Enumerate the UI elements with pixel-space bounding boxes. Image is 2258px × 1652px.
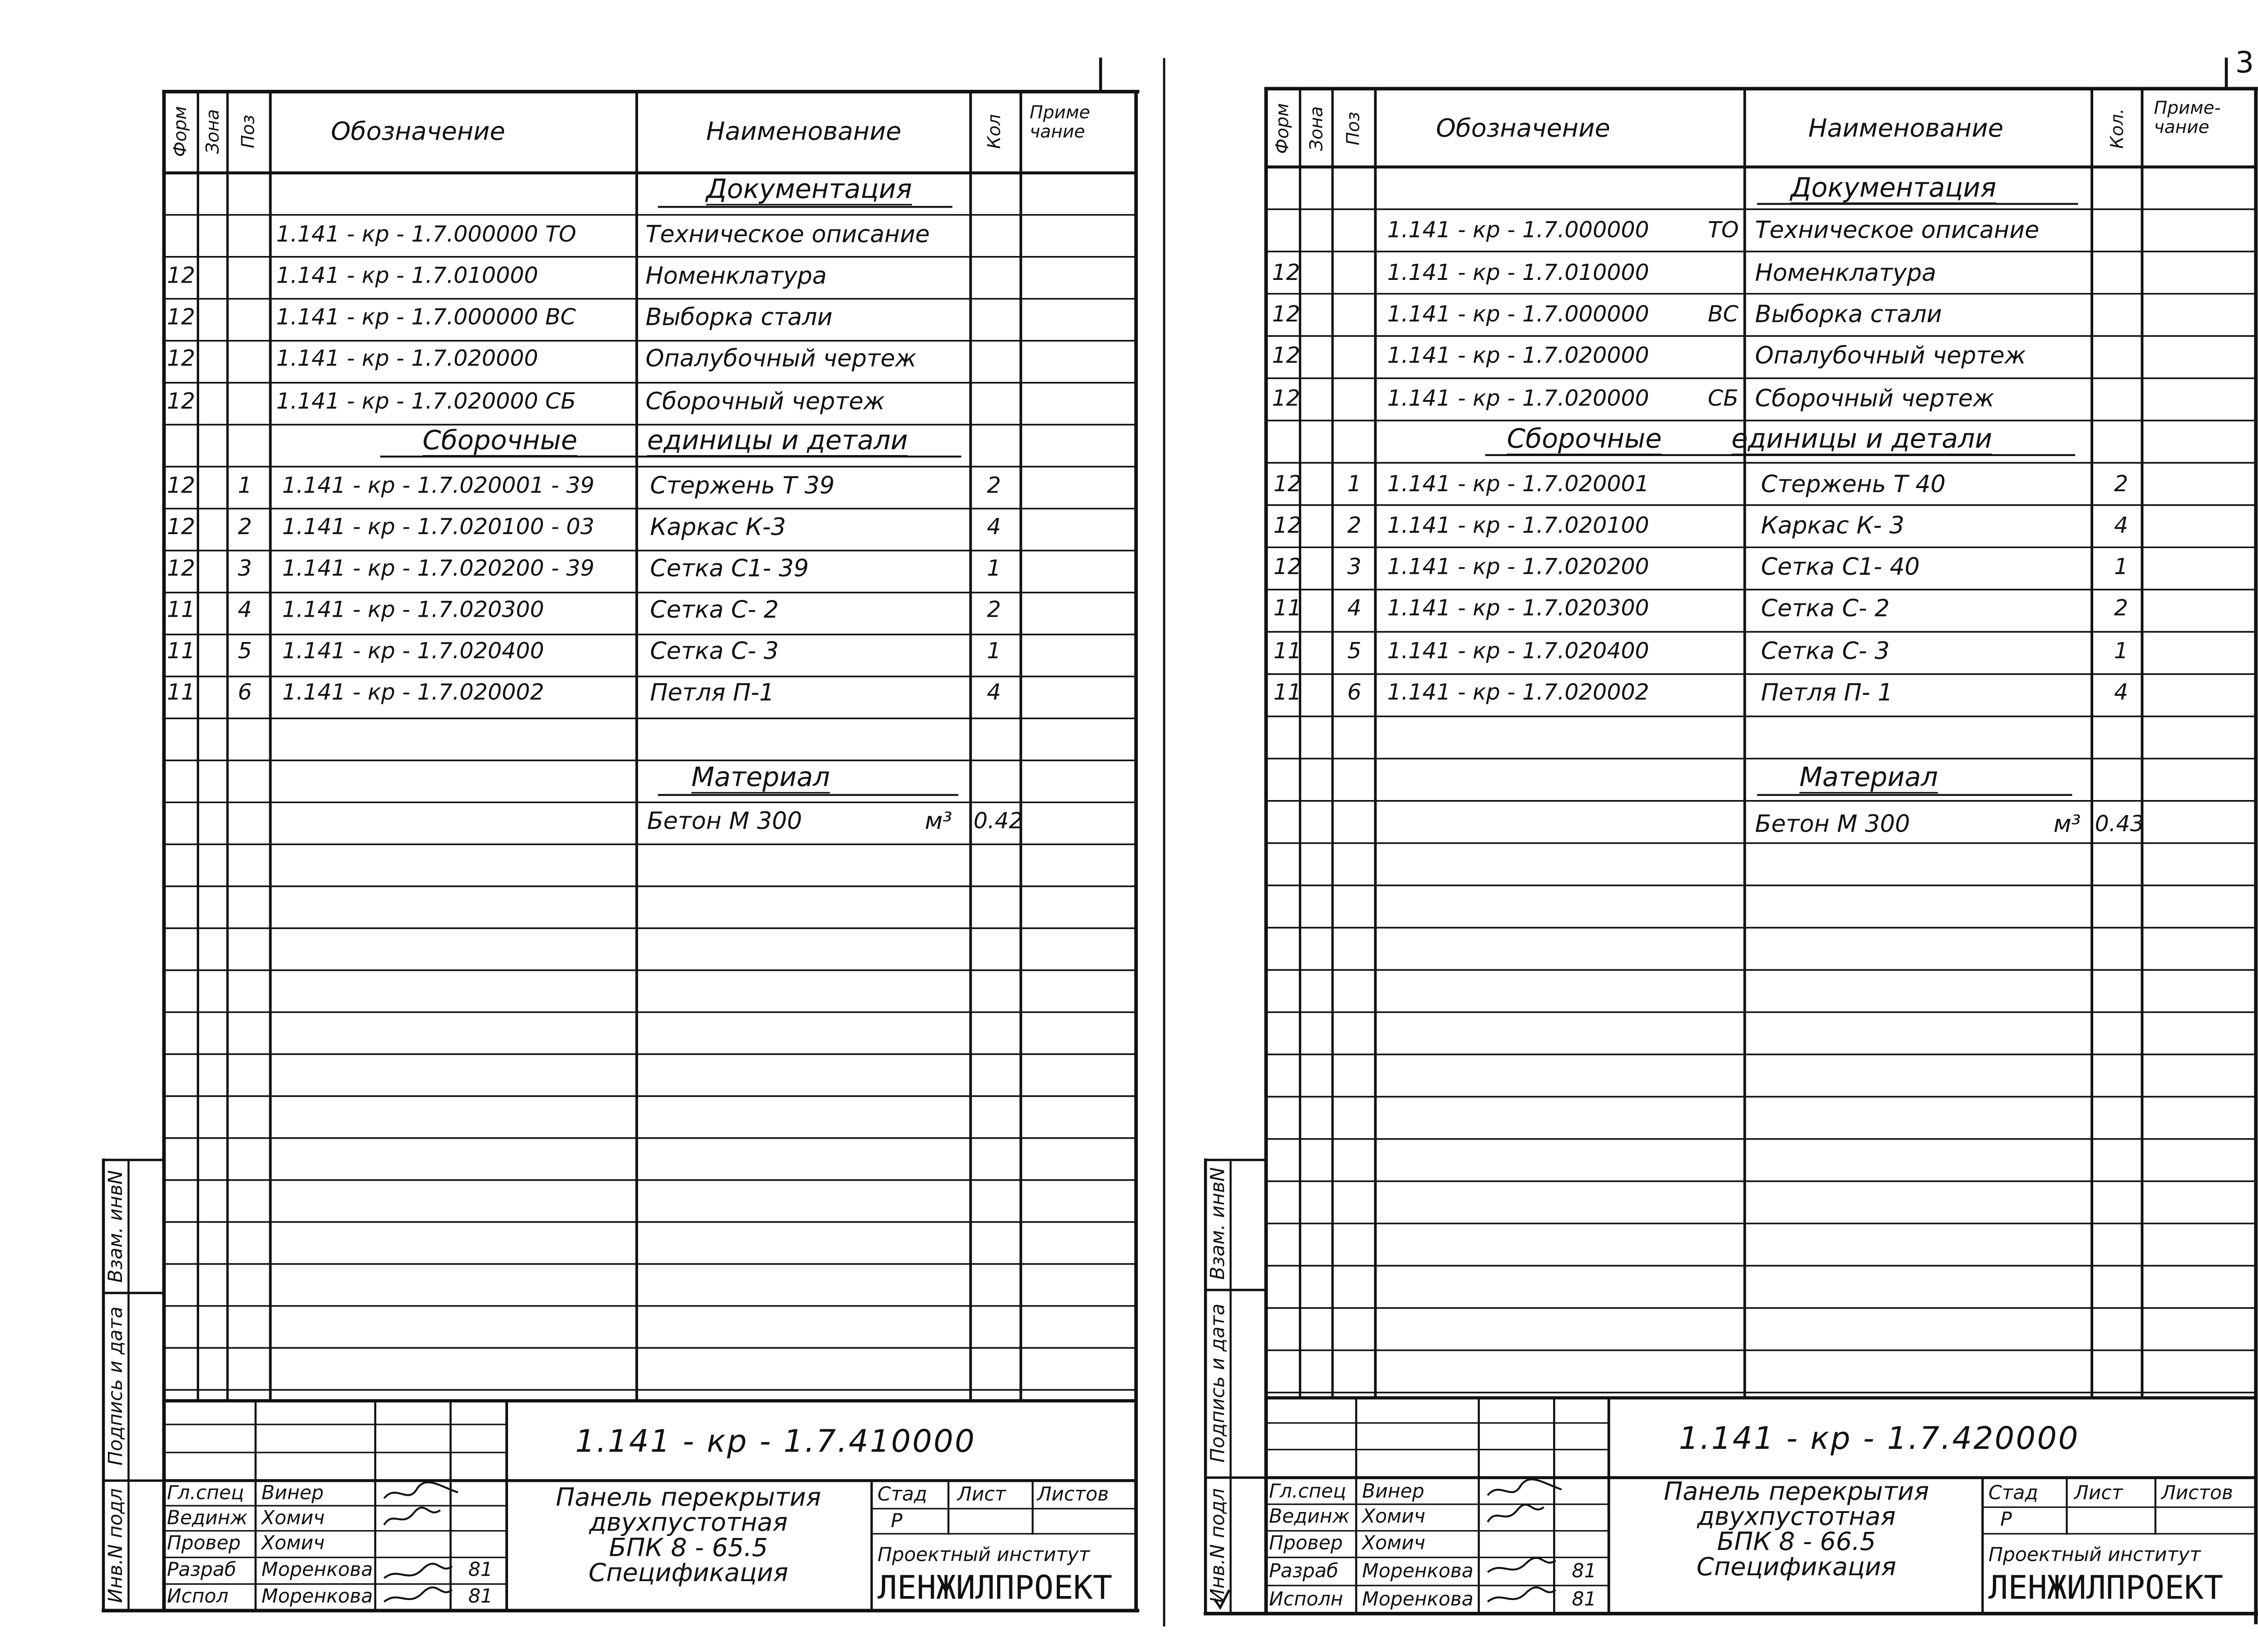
side-inv-orig: Инв.N подл	[105, 1488, 128, 1603]
part-row-name: Сетка С- 3	[1761, 637, 1890, 665]
material-unit: м³	[2053, 810, 2081, 838]
side-vzam-inv: Взам. инвN	[105, 1170, 128, 1283]
page-number: 3	[2235, 44, 2254, 80]
part-row-form: 11	[167, 596, 196, 623]
signatures-left	[375, 1480, 508, 1614]
doc-title-line-1: Панель перекрытия	[555, 1483, 821, 1513]
part-row-designation: 1.141 - кр - 1.7.020100	[1387, 512, 1649, 539]
spec-sheet-right	[1147, 0, 2258, 1652]
part-row-pos: 1	[238, 472, 252, 499]
doc-title-line-1: Панель перекрытия	[1664, 1477, 1929, 1508]
part-row-pos: 3	[1347, 553, 1362, 580]
doc-row-designation: 1.141 - кр - 1.7.000000 ВС	[276, 303, 576, 330]
signoff-name: Хомич	[261, 1533, 325, 1555]
doc-row-form: 12	[1272, 301, 1301, 327]
doc-row-form: 12	[1272, 385, 1301, 412]
signoff-name: Хомич	[1362, 1506, 1426, 1529]
signoff-name: Хомич	[261, 1508, 325, 1530]
doc-row-form: 12	[167, 345, 196, 372]
part-row-pos: 4	[1347, 595, 1362, 622]
doc-row-form: 12	[1272, 259, 1301, 286]
header-note: Приме- чание	[2154, 98, 2221, 137]
signoff-role: Исполн	[1269, 1589, 1344, 1611]
material-name: Бетон М 300	[647, 806, 802, 835]
section-documentation: Документация	[1790, 172, 1997, 204]
doc-row-designation: 1.141 - кр - 1.7.020000	[1387, 342, 1649, 369]
material-qty: 0.43	[2095, 810, 2144, 838]
doc-row-suffix: ТО	[1707, 216, 1739, 243]
doc-title-line-4: Спецификация	[1696, 1553, 1896, 1583]
stage-label: Стад	[877, 1484, 928, 1507]
part-row-designation: 1.141 - кр - 1.7.020002	[282, 679, 544, 706]
header-zone: Зона	[202, 109, 223, 154]
signoff-role: Провер	[1269, 1533, 1343, 1555]
part-row-pos: 2	[238, 513, 252, 540]
doc-row-name: Сборочный чертеж	[645, 387, 885, 415]
part-row-name: Сетка С1- 40	[1761, 553, 1920, 581]
doc-row-designation: 1.141 - кр - 1.7.020000	[276, 345, 538, 372]
org-name: ЛЕНЖИЛПРОЕКТ	[877, 1570, 1113, 1608]
doc-title	[1664, 1477, 1929, 1583]
doc-row-designation: 1.141 - кр - 1.7.000000	[1387, 301, 1649, 327]
doc-title-line-2: двухпустотная	[589, 1508, 788, 1538]
doc-row-designation: 1.141 - кр - 1.7.000000 ТО	[276, 221, 576, 248]
part-row-pos: 6	[1347, 679, 1362, 706]
part-row-form: 11	[1273, 595, 1302, 622]
signoff-date: 81	[468, 1586, 493, 1609]
part-row-form: 12	[167, 472, 196, 499]
part-row-pos: 3	[238, 554, 252, 582]
signoff-role: Разраб	[1269, 1561, 1339, 1583]
side-sign-date: Подпись и дата	[105, 1306, 128, 1466]
doc-row-designation: 1.141 - кр - 1.7.010000	[276, 262, 538, 289]
sheets-label: Листов	[2161, 1483, 2233, 1505]
signoff-name: Винер	[261, 1483, 324, 1505]
part-row-designation: 1.141 - кр - 1.7.020400	[282, 638, 544, 665]
part-row-qty: 2	[987, 472, 1001, 499]
part-row-form: 12	[1273, 470, 1302, 498]
signoff-name: Хомич	[1362, 1533, 1426, 1555]
part-row-qty: 4	[987, 679, 1001, 706]
header-note: Приме чание	[1030, 102, 1090, 141]
doc-row-name: Опалубочный чертеж	[645, 344, 917, 372]
part-row-pos: 2	[1347, 512, 1362, 539]
stage-label: Стад	[1988, 1483, 2039, 1505]
doc-row-suffix: СБ	[1707, 385, 1739, 412]
signoff-role: Гл.спец	[1269, 1481, 1346, 1504]
header-pos: Поз	[238, 115, 259, 149]
part-row-form: 12	[1273, 512, 1302, 539]
part-row-qty: 2	[987, 596, 1001, 623]
signatures-right	[1479, 1478, 1612, 1614]
part-row-designation: 1.141 - кр - 1.7.020300	[1387, 595, 1649, 622]
signoff-name: Моренкова	[1362, 1589, 1474, 1611]
doc-code: 1.141 - кр - 1.7.420000	[1679, 1420, 2080, 1457]
material-unit: м³	[924, 806, 952, 835]
part-row-name: Стержень Т 39	[650, 471, 835, 500]
part-row-pos: 1	[1347, 470, 1362, 498]
part-row-pos: 5	[238, 638, 252, 665]
part-row-qty: 2	[2114, 595, 2128, 622]
header-designation: Обозначение	[1436, 114, 1610, 144]
doc-row-name: Сборочный чертеж	[1755, 384, 1994, 413]
part-row-name: Каркас К- 3	[1761, 511, 1904, 540]
part-row-qty: 1	[2114, 553, 2128, 580]
doc-row-form: 12	[167, 303, 196, 330]
part-row-form: 11	[167, 638, 196, 665]
part-row-name: Каркас К-3	[650, 512, 786, 541]
header-qty: Кол.	[2106, 108, 2127, 149]
part-row-qty: 4	[2114, 512, 2128, 539]
signoff-role: Гл.спец	[167, 1483, 244, 1505]
header-pos: Поз	[1343, 112, 1364, 145]
signoff-role: Испол	[167, 1586, 229, 1609]
doc-row-name: Выборка стали	[645, 302, 833, 331]
side-inv-orig: Инв.N подл	[1208, 1488, 1230, 1603]
signoff-name: Моренкова	[1362, 1561, 1474, 1583]
header-form: Форм	[1272, 103, 1293, 154]
part-row-qty: 1	[987, 638, 1001, 665]
part-row-form: 12	[167, 513, 196, 540]
org-line: Проектный институт	[1988, 1545, 2201, 1567]
stage-value: Р	[2000, 1509, 2012, 1532]
material-name: Бетон М 300	[1755, 810, 1910, 838]
doc-title-line-4: Спецификация	[588, 1559, 788, 1589]
check-mark	[1211, 1587, 1232, 1610]
part-row-name: Петля П-1	[650, 678, 774, 707]
doc-row-designation: 1.141 - кр - 1.7.010000	[1387, 259, 1649, 286]
doc-row-name: Номенклатура	[1755, 258, 1936, 287]
section-documentation: Документация	[706, 174, 912, 205]
part-row-qty: 2	[2114, 470, 2128, 498]
sheet-label: Лист	[2074, 1483, 2123, 1505]
part-row-name: Сетка С- 3	[650, 637, 779, 665]
section-assembly: Сборочные	[1507, 424, 1662, 456]
signoff-date: 81	[468, 1559, 493, 1582]
section-material: Материал	[1799, 762, 1938, 794]
sheets-label: Листов	[1037, 1484, 1109, 1507]
part-row-name: Петля П- 1	[1761, 678, 1893, 707]
doc-row-name: Техническое описание	[1755, 215, 2039, 244]
doc-title	[555, 1483, 821, 1589]
section-assembly: Сборочные	[422, 425, 578, 457]
signoff-date: 81	[1572, 1561, 1596, 1583]
part-row-qty: 1	[2114, 638, 2128, 665]
doc-row-form: 12	[167, 262, 196, 289]
part-row-pos: 5	[1347, 638, 1362, 665]
signoff-date: 81	[1572, 1589, 1596, 1611]
table-grid-right	[1147, 0, 2258, 1652]
part-row-name: Стержень Т 40	[1761, 470, 1946, 498]
section-material: Материал	[691, 762, 830, 794]
part-row-form: 12	[167, 554, 196, 582]
signoff-role: Вединж	[167, 1508, 248, 1530]
part-row-designation: 1.141 - кр - 1.7.020100 - 03	[282, 513, 595, 540]
doc-row-form: 12	[1272, 342, 1301, 369]
header-name: Наименование	[1808, 114, 2004, 144]
side-vzam-inv: Взам. инвN	[1208, 1167, 1230, 1280]
stage-value: Р	[891, 1511, 903, 1533]
signoff-role: Вединж	[1269, 1506, 1350, 1529]
part-row-designation: 1.141 - кр - 1.7.020300	[282, 596, 544, 623]
section-assembly-units: единицы и детали	[1731, 424, 1992, 456]
part-row-designation: 1.141 - кр - 1.7.020400	[1387, 638, 1649, 665]
doc-row-name: Техническое описание	[645, 220, 930, 248]
part-row-qty: 4	[987, 513, 1001, 540]
part-row-designation: 1.141 - кр - 1.7.020200	[1387, 553, 1649, 580]
doc-row-name: Выборка стали	[1755, 300, 1942, 328]
part-row-form: 12	[1273, 553, 1302, 580]
header-name: Наименование	[706, 117, 901, 147]
header-zone: Зона	[1306, 106, 1327, 151]
signoff-name: Моренкова	[261, 1586, 373, 1609]
side-sign-date: Подпись и дата	[1208, 1303, 1230, 1463]
doc-row-designation: 1.141 - кр - 1.7.020000 СБ	[276, 388, 576, 415]
part-row-designation: 1.141 - кр - 1.7.020001	[1387, 470, 1649, 498]
org-name: ЛЕНЖИЛПРОЕКТ	[1988, 1570, 2224, 1608]
doc-row-name: Опалубочный чертеж	[1755, 341, 2026, 370]
part-row-designation: 1.141 - кр - 1.7.020200 - 39	[282, 554, 595, 582]
part-row-pos: 6	[238, 679, 252, 706]
doc-code: 1.141 - кр - 1.7.410000	[575, 1424, 976, 1459]
header-form: Форм	[170, 106, 191, 157]
part-row-designation: 1.141 - кр - 1.7.020001 - 39	[282, 472, 595, 499]
signoff-role: Разраб	[167, 1559, 237, 1582]
doc-row-suffix: ВС	[1707, 301, 1739, 327]
part-row-form: 11	[167, 679, 196, 706]
doc-title-line-3: БПК 8 - 66.5	[1717, 1528, 1876, 1558]
header-designation: Обозначение	[331, 117, 505, 147]
part-row-name: Сетка С- 2	[1761, 594, 1890, 622]
part-row-pos: 4	[238, 596, 252, 623]
doc-title-line-2: двухпустотная	[1697, 1503, 1896, 1532]
sheet-label: Лист	[957, 1484, 1006, 1507]
part-row-name: Сетка С- 2	[650, 595, 779, 624]
header-qty: Кол	[984, 114, 1005, 149]
signoff-role: Провер	[167, 1533, 241, 1555]
material-qty: 0.42	[973, 807, 1023, 834]
org-line: Проектный институт	[877, 1545, 1090, 1567]
signoff-name: Моренкова	[261, 1559, 373, 1582]
section-assembly-units: единицы и детали	[647, 425, 908, 457]
part-row-name: Сетка С1- 39	[650, 554, 809, 582]
part-row-qty: 1	[987, 554, 1001, 582]
part-row-qty: 4	[2114, 679, 2128, 706]
doc-row-form: 12	[167, 388, 196, 415]
part-row-designation: 1.141 - кр - 1.7.020002	[1387, 679, 1649, 706]
doc-row-designation: 1.141 - кр - 1.7.000000	[1387, 216, 1649, 243]
doc-row-designation: 1.141 - кр - 1.7.020000	[1387, 385, 1649, 412]
part-row-form: 11	[1273, 638, 1302, 665]
part-row-form: 11	[1273, 679, 1302, 706]
doc-title-line-3: БПК 8 - 65.5	[609, 1534, 768, 1564]
doc-row-name: Номенклатура	[645, 261, 827, 290]
signoff-name: Винер	[1362, 1481, 1424, 1504]
